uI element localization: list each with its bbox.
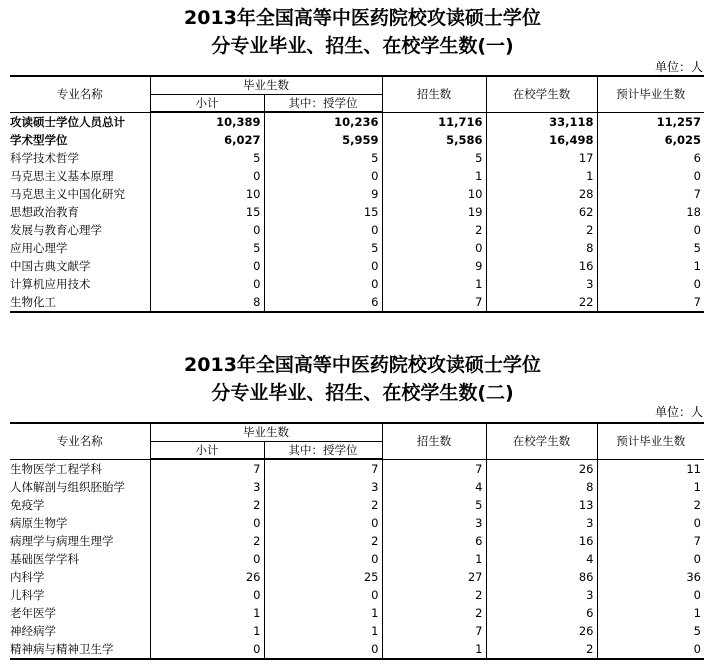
cell-degree: 7 <box>264 459 382 478</box>
cell-degree: 0 <box>264 167 382 185</box>
cell-expected: 0 <box>597 167 704 185</box>
cell-current: 4 <box>486 550 597 568</box>
cell-name: 人体解剖与组织胚胎学 <box>10 478 150 496</box>
cell-name: 基础医学学科 <box>10 550 150 568</box>
table-title-line1: 2013年全国高等中医药院校攻读硕士学位 <box>184 354 541 376</box>
cell-enrolled: 11,716 <box>382 112 486 131</box>
cell-name: 免疫学 <box>10 496 150 514</box>
cell-degree: 9 <box>264 185 382 203</box>
header-expected: 预计毕业生数 <box>597 423 704 459</box>
table-row <box>10 239 704 257</box>
table-row <box>10 532 704 550</box>
cell-degree: 0 <box>264 640 382 659</box>
cell-name: 攻读硕士学位人员总计 <box>10 112 150 131</box>
cell-subtotal: 8 <box>150 293 264 312</box>
cell-enrolled: 9 <box>382 257 486 275</box>
cell-enrolled: 4 <box>382 478 486 496</box>
table-row <box>10 586 704 604</box>
cell-name: 中国古典文献学 <box>10 257 150 275</box>
cell-subtotal: 10,389 <box>150 112 264 131</box>
header-degree: 其中：授学位 <box>264 442 382 460</box>
cell-degree: 5,959 <box>264 131 382 149</box>
cell-expected: 1 <box>597 604 704 622</box>
table-row <box>10 640 704 659</box>
cell-enrolled: 7 <box>382 293 486 312</box>
cell-subtotal: 5 <box>150 149 264 167</box>
cell-enrolled: 7 <box>382 459 486 478</box>
header-degree: 其中：授学位 <box>264 95 382 113</box>
cell-expected: 18 <box>597 203 704 221</box>
header-subtotal: 小计 <box>150 442 264 460</box>
cell-name: 精神病与精神卫生学 <box>10 640 150 659</box>
cell-subtotal: 6,027 <box>150 131 264 149</box>
cell-current: 2 <box>486 640 597 659</box>
table-row <box>10 203 704 221</box>
table-row <box>10 149 704 167</box>
cell-enrolled: 1 <box>382 275 486 293</box>
cell-degree: 10,236 <box>264 112 382 131</box>
table-row <box>10 622 704 640</box>
cell-current: 33,118 <box>486 112 597 131</box>
cell-expected: 6,025 <box>597 131 704 149</box>
cell-current: 2 <box>486 221 597 239</box>
cell-expected: 0 <box>597 514 704 532</box>
cell-expected: 1 <box>597 257 704 275</box>
table-section-1 <box>0 0 715 74</box>
cell-name: 儿科学 <box>10 586 150 604</box>
cell-degree: 1 <box>264 604 382 622</box>
cell-degree: 0 <box>264 275 382 293</box>
header-current: 在校学生数 <box>486 76 597 112</box>
cell-degree: 2 <box>264 496 382 514</box>
unit-label: 单位：人 <box>654 405 703 419</box>
cell-subtotal: 5 <box>150 239 264 257</box>
cell-name: 生物医学工程学科 <box>10 459 150 478</box>
cell-current: 16 <box>486 257 597 275</box>
cell-degree: 2 <box>264 532 382 550</box>
cell-enrolled: 0 <box>382 239 486 257</box>
cell-subtotal: 10 <box>150 185 264 203</box>
table-section-2 <box>0 347 715 419</box>
cell-expected: 0 <box>597 550 704 568</box>
unit-label: 单位：人 <box>654 60 703 74</box>
cell-name: 发展与教育心理学 <box>10 221 150 239</box>
cell-current: 62 <box>486 203 597 221</box>
cell-enrolled: 5 <box>382 149 486 167</box>
cell-current: 17 <box>486 149 597 167</box>
cell-expected: 36 <box>597 568 704 586</box>
cell-subtotal: 0 <box>150 640 264 659</box>
cell-enrolled: 5 <box>382 496 486 514</box>
cell-subtotal: 7 <box>150 459 264 478</box>
cell-degree: 5 <box>264 149 382 167</box>
cell-subtotal: 1 <box>150 622 264 640</box>
cell-enrolled: 6 <box>382 532 486 550</box>
table-row <box>10 167 704 185</box>
table-row <box>10 478 704 496</box>
cell-current: 16 <box>486 532 597 550</box>
cell-subtotal: 0 <box>150 514 264 532</box>
cell-subtotal: 26 <box>150 568 264 586</box>
cell-current: 3 <box>486 514 597 532</box>
table-row <box>10 568 704 586</box>
table-row <box>10 131 704 149</box>
cell-expected: 7 <box>597 185 704 203</box>
header-name: 专业名称 <box>10 423 150 459</box>
cell-current: 13 <box>486 496 597 514</box>
table-row <box>10 257 704 275</box>
cell-name: 学术型学位 <box>10 131 150 149</box>
cell-degree: 15 <box>264 203 382 221</box>
cell-expected: 2 <box>597 496 704 514</box>
cell-degree: 25 <box>264 568 382 586</box>
cell-expected: 0 <box>597 640 704 659</box>
cell-current: 3 <box>486 275 597 293</box>
cell-enrolled: 10 <box>382 185 486 203</box>
table-row <box>10 293 704 312</box>
cell-expected: 7 <box>597 293 704 312</box>
cell-current: 8 <box>486 239 597 257</box>
table-row <box>10 604 704 622</box>
cell-current: 86 <box>486 568 597 586</box>
cell-degree: 3 <box>264 478 382 496</box>
cell-enrolled: 7 <box>382 622 486 640</box>
cell-subtotal: 0 <box>150 275 264 293</box>
table-row <box>10 496 704 514</box>
cell-name: 科学技术哲学 <box>10 149 150 167</box>
table-row <box>10 221 704 239</box>
cell-expected: 0 <box>597 221 704 239</box>
cell-name: 马克思主义中国化研究 <box>10 185 150 203</box>
cell-enrolled: 3 <box>382 514 486 532</box>
table-row <box>10 185 704 203</box>
cell-expected: 11,257 <box>597 112 704 131</box>
cell-enrolled: 19 <box>382 203 486 221</box>
cell-subtotal: 0 <box>150 550 264 568</box>
table-row <box>10 459 704 478</box>
cell-degree: 6 <box>264 293 382 312</box>
cell-subtotal: 1 <box>150 604 264 622</box>
header-name: 专业名称 <box>10 76 150 112</box>
cell-current: 8 <box>486 478 597 496</box>
data-table-1 <box>10 75 704 313</box>
table-title-line2: 分专业毕业、招生、在校学生数(一) <box>211 35 514 57</box>
cell-expected: 11 <box>597 459 704 478</box>
cell-expected: 0 <box>597 586 704 604</box>
cell-expected: 5 <box>597 239 704 257</box>
table-row <box>10 275 704 293</box>
cell-expected: 0 <box>597 275 704 293</box>
cell-degree: 5 <box>264 239 382 257</box>
cell-enrolled: 2 <box>382 604 486 622</box>
cell-current: 28 <box>486 185 597 203</box>
cell-degree: 1 <box>264 622 382 640</box>
table-row <box>10 514 704 532</box>
cell-enrolled: 2 <box>382 586 486 604</box>
cell-subtotal: 0 <box>150 221 264 239</box>
cell-current: 6 <box>486 604 597 622</box>
cell-current: 16,498 <box>486 131 597 149</box>
cell-degree: 0 <box>264 221 382 239</box>
cell-enrolled: 1 <box>382 167 486 185</box>
cell-name: 神经病学 <box>10 622 150 640</box>
cell-subtotal: 2 <box>150 496 264 514</box>
cell-subtotal: 0 <box>150 586 264 604</box>
cell-degree: 0 <box>264 257 382 275</box>
cell-degree: 0 <box>264 514 382 532</box>
cell-expected: 1 <box>597 478 704 496</box>
header-enrolled: 招生数 <box>382 423 486 459</box>
cell-name: 老年医学 <box>10 604 150 622</box>
cell-enrolled: 5,586 <box>382 131 486 149</box>
header-expected: 预计毕业生数 <box>597 76 704 112</box>
cell-degree: 0 <box>264 586 382 604</box>
cell-expected: 7 <box>597 532 704 550</box>
table-title-line1: 2013年全国高等中医药院校攻读硕士学位 <box>184 7 541 29</box>
cell-expected: 5 <box>597 622 704 640</box>
header-current: 在校学生数 <box>486 423 597 459</box>
cell-name: 生物化工 <box>10 293 150 312</box>
table-title-line2: 分专业毕业、招生、在校学生数(二) <box>211 382 514 404</box>
cell-enrolled: 1 <box>382 550 486 568</box>
table-row <box>10 550 704 568</box>
cell-name: 病原生物学 <box>10 514 150 532</box>
cell-name: 计算机应用技术 <box>10 275 150 293</box>
cell-enrolled: 27 <box>382 568 486 586</box>
data-table-2 <box>10 422 704 660</box>
cell-name: 内科学 <box>10 568 150 586</box>
cell-subtotal: 15 <box>150 203 264 221</box>
cell-current: 26 <box>486 622 597 640</box>
table-row <box>10 112 704 131</box>
cell-enrolled: 2 <box>382 221 486 239</box>
cell-name: 病理学与病理生理学 <box>10 532 150 550</box>
cell-name: 马克思主义基本原理 <box>10 167 150 185</box>
header-enrolled: 招生数 <box>382 76 486 112</box>
header-graduates: 毕业生数 <box>150 76 382 95</box>
cell-current: 1 <box>486 167 597 185</box>
cell-expected: 6 <box>597 149 704 167</box>
cell-enrolled: 1 <box>382 640 486 659</box>
cell-subtotal: 0 <box>150 167 264 185</box>
cell-subtotal: 2 <box>150 532 264 550</box>
cell-degree: 0 <box>264 550 382 568</box>
cell-name: 应用心理学 <box>10 239 150 257</box>
cell-name: 思想政治教育 <box>10 203 150 221</box>
header-subtotal: 小计 <box>150 95 264 113</box>
cell-current: 22 <box>486 293 597 312</box>
cell-subtotal: 0 <box>150 257 264 275</box>
cell-subtotal: 3 <box>150 478 264 496</box>
cell-current: 26 <box>486 459 597 478</box>
cell-current: 3 <box>486 586 597 604</box>
header-graduates: 毕业生数 <box>150 423 382 442</box>
